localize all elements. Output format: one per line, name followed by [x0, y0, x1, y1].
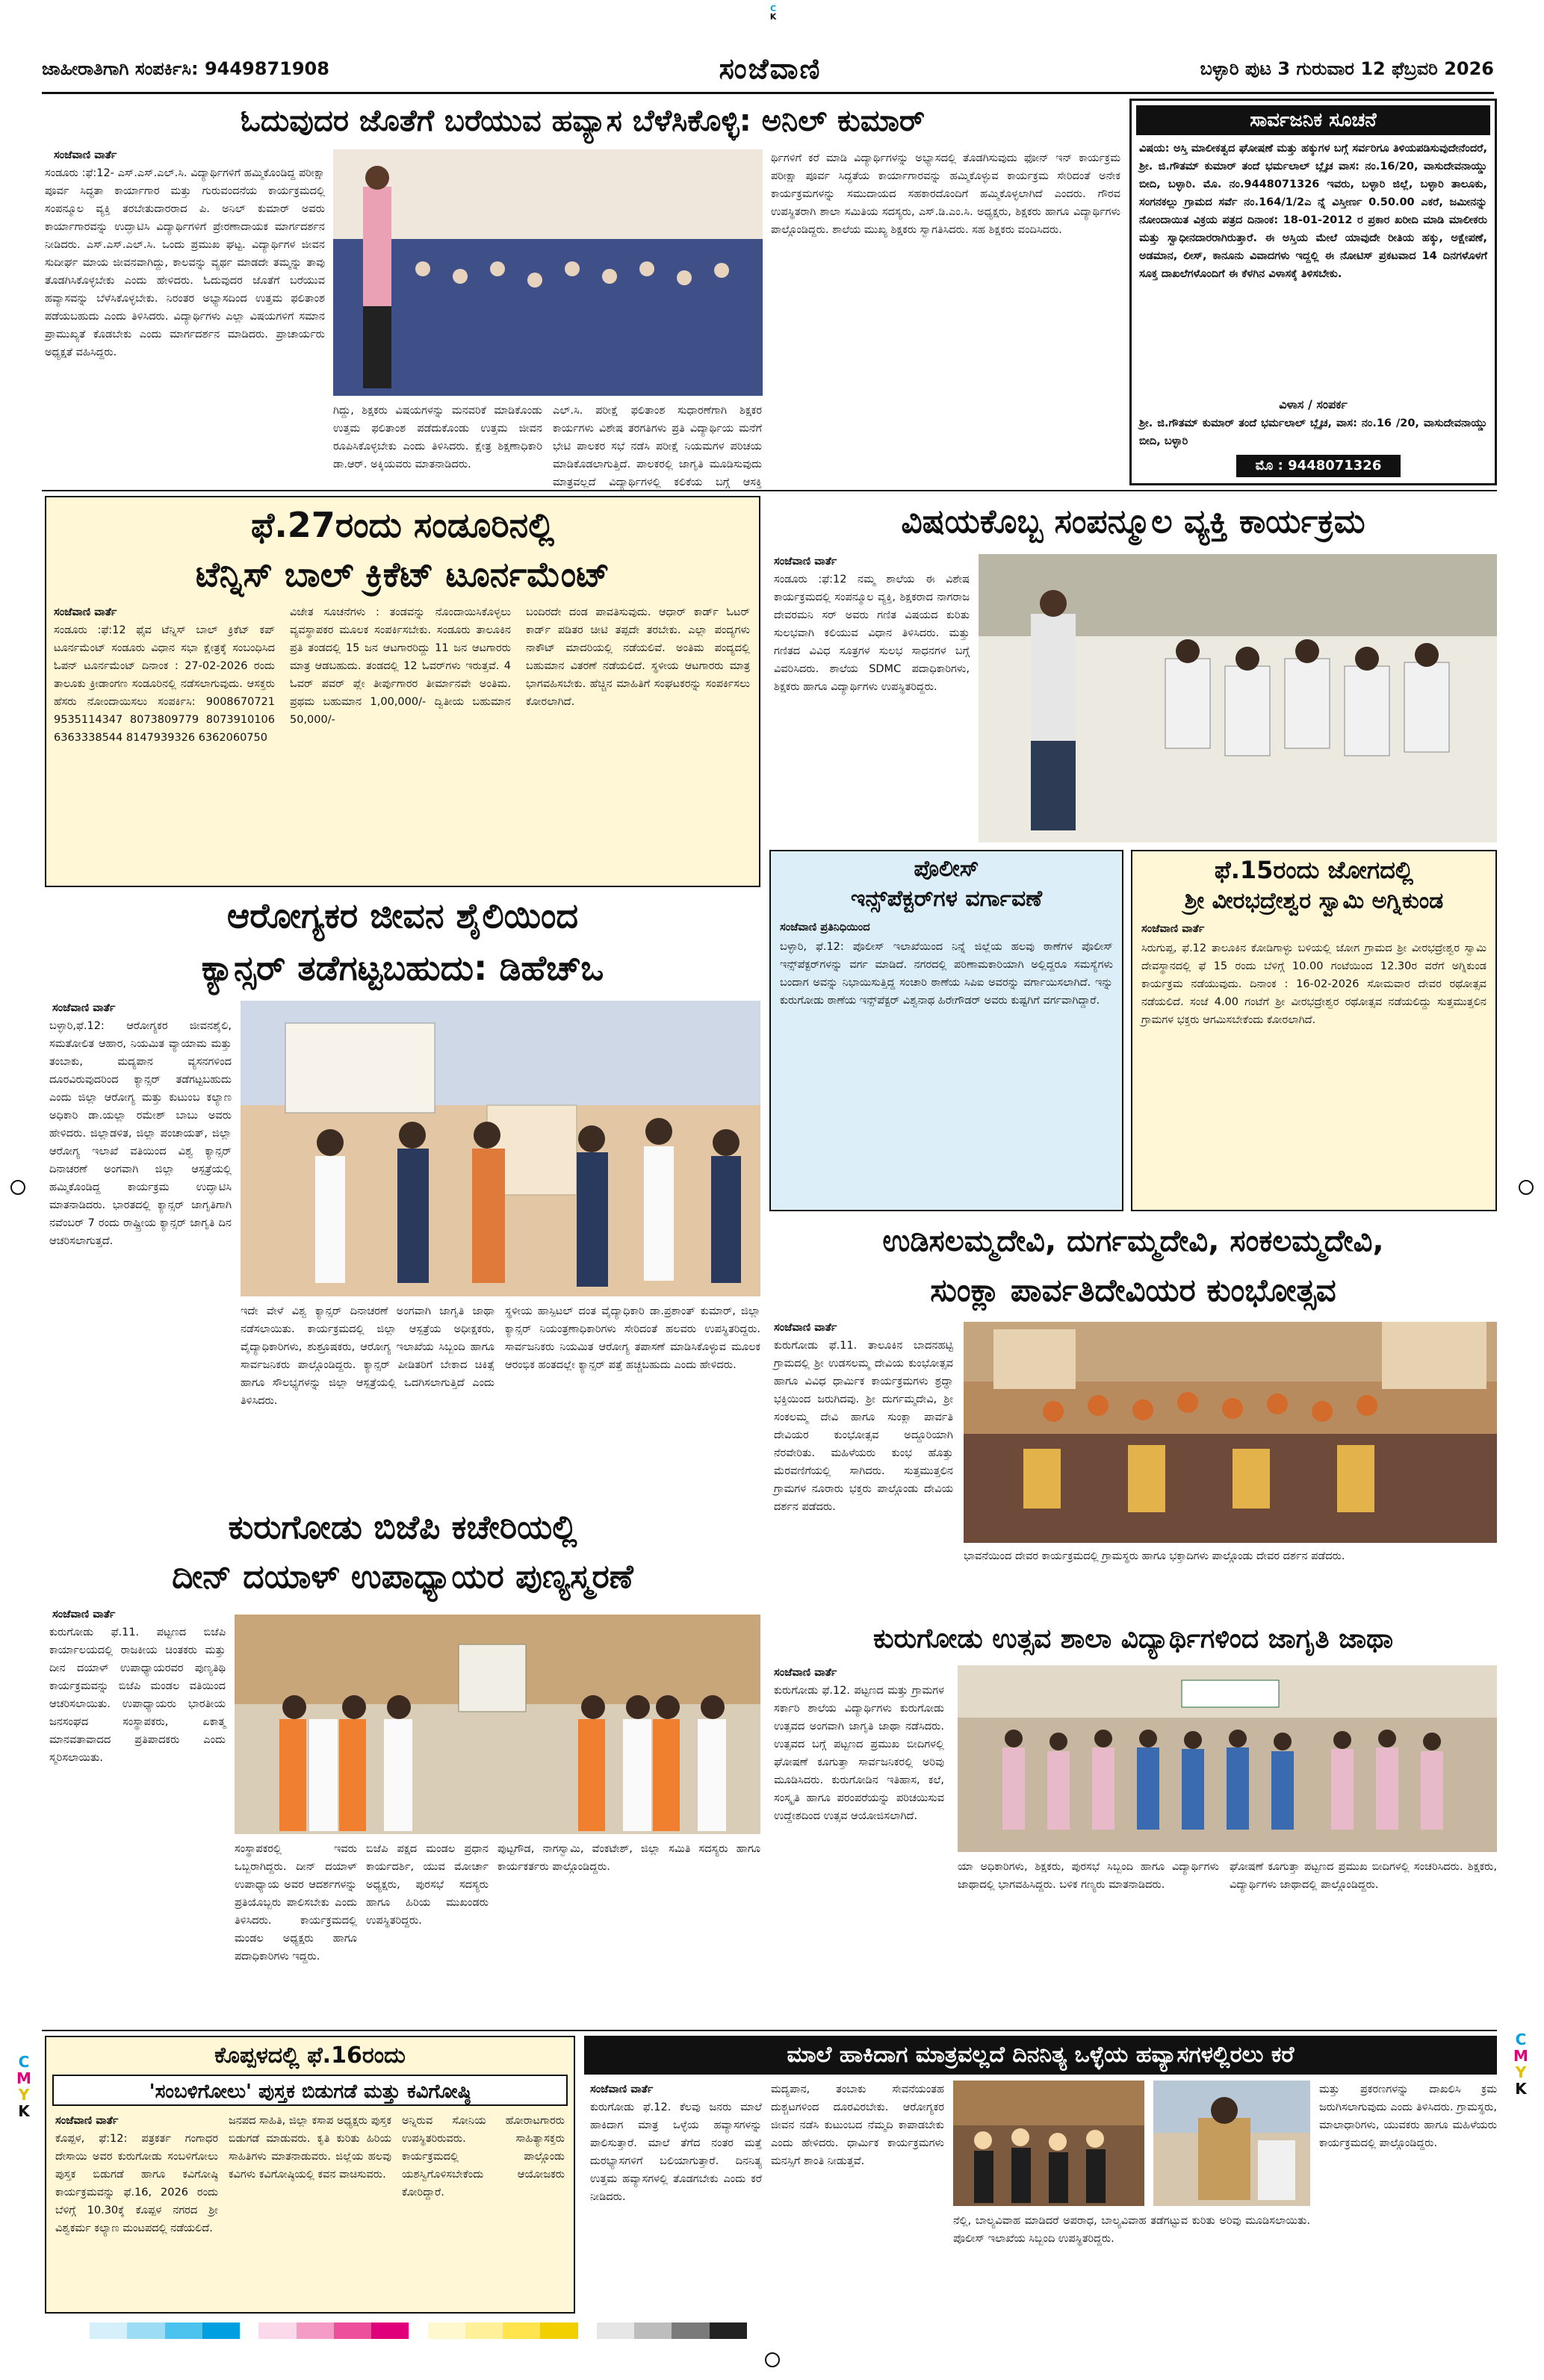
arogya-headline2: ಕ್ಯಾನ್ಸರ್ ತಡೆಗಟ್ಟಬಹುದು: ಡಿಹೆಚ್‌ಒ: [201, 948, 604, 988]
book-col3: ಅನ್ನಿರುವ ಸೋನಿಯ ಹೋರಾಟಗಾರರು ಉಪಸ್ಥಿತರಿರುವರು. ಸಾಹಿತ್ಯಾಸಕ್ತರು ಕಾರ್ಯಕ್ರಮದಲ್ಲಿ ಪಾಲ್ಗೊಂಡು ಯಶಸ್ವಿಗೊಳಿಸಬೇಕೆಂದು ಆಯೋಜಕರು ಕೋರಿದ್ದಾರೆ.: [402, 2115, 565, 2199]
anil-col2: ಎಲ್.ಸಿ. ಪರೀಕ್ಷೆ ಫಲಿತಾಂಶ ಸುಧಾರಣೆಗಾಗಿ ಶಿಕ್ಷಕರ ಕಾರ್ಯಗಳು ವಿಶೇಷ ತರಗತಿಗಳು ಪ್ರತಿ ವಿದ್ಯಾರ್ಥಿಯ ಮನೆಗೆ ಭೇಟಿ ಪಾಲಕರ ಸಭೆ ನಡೆಸಿ ಪರೀಕ್ಷೆ ನಿಯಮಗಳ ಪರಿಚಯ ಮಾಡಿಕೊಡಲಾಗುತ್ತಿದೆ. ಪಾಲಕರಲ್ಲಿ ಜಾಗೃತಿ ಮೂಡಿಸುವುದು ಮಾತ್ರವಲ್ಲದೆ ವಿದ್ಯಾರ್ಥಿಗಳಲ್ಲಿ ಕಲಿಕೆಯ ಬಗ್ಗೆ ಆಸಕ್ತಿ: [553, 405, 762, 488]
jatha-photo: [958, 1665, 1497, 1852]
feb15-dateline: ಸಂಜೆವಾಣಿ ವಾರ್ತೆ: [1141, 923, 1205, 935]
bjp-col3: ಬಿಜೆಪಿ ಪಕ್ಷದ ಮಂಡಲ ಪ್ರಧಾನ ಕಾರ್ಯದರ್ಶಿ, ಯುವ ಮೋರ್ಚಾ ಅಧ್ಯಕ್ಷರು, ಪುರಸಭೆ ಸದಸ್ಯರು ಹಾಗೂ ಹಿರಿಯ ಮುಖಂಡರು ಉಪಸ್ಥಿತರಿದ್ದರು.: [366, 1843, 489, 1927]
arogya-dateline: ಸಂಜೆವಾಣಿ ವಾರ್ತೆ: [52, 1002, 116, 1014]
feb15-box: [1131, 850, 1497, 1211]
tennis-col2: ವಿಜೇತ ಸೂಚನೆಗಳು : ತಂಡವನ್ನು ನೊಂದಾಯಿಸಿಕೊಳ್ಳಲು ವ್ಯವಸ್ಥಾಪಕರ ಮೂಲಕ ಸಂಪರ್ಕಿಸಬೇಕು. ಸಂಡೂರು ತಾಲೂಕಿನ ಪ್ರತಿ ತಂಡದಲ್ಲಿ 15 ಜನ ಆಟಗಾರರಿದ್ದು 11 ಜನ ಆಟಗಾರರು ಮಾತ್ರ ಆಡಬಹುದು. ತಂಡದಲ್ಲಿ 12 ಓವರ್‌ಗಳು ಇರುತ್ತವೆ. 4 ಓವರ್ ಪವರ್ ಪ್ಲೇ ತೀರ್ಪುಗಾರರ ತೀರ್ಮಾನವೇ ಅಂತಿಮ. ಪ್ರಥಮ ಬಹುಮಾನ 1,00,000/- ದ್ವಿತೀಯ ಬಹುಮಾನ 50,000/-: [290, 606, 511, 726]
notice-mobile: ಮೊ : 9448071326: [1236, 455, 1401, 477]
page-number: ಪುಟ 3: [1244, 58, 1291, 79]
tennis-box: [45, 496, 760, 887]
book-box: [45, 2036, 575, 2314]
cmyk-right-mark: C M Y K: [1513, 2031, 1528, 2098]
tennis-col3: ಬಂದಿರದೇ ದಂಡ ಪಾವತಿಸುವುದು. ಆಧಾರ್ ಕಾರ್ಡ್ ಓಟರ್ ಕಾರ್ಡ್ ಪಡಿತರ ಚೀಟಿ ತಪ್ಪದೇ ತರಬೇಕು. ಎಲ್ಲಾ ಪಂದ್ಯಗಳು ನಾಕೌಟ್ ಮಾದರಿಯಲ್ಲಿ ನಡೆಯಲಿವೆ. ಅಂತಿಮ ಪಂದ್ಯದಲ್ಲಿ ಬಹುಮಾನ ವಿತರಣೆ ನಡೆಯಲಿದೆ. ಸ್ಥಳೀಯ ಆಟಗಾರರು ಮಾತ್ರ ಭಾಗವಹಿಸಬೇಕು. ಹೆಚ್ಚಿನ ಮಾಹಿತಿಗೆ ಸಂಘಟಕರನ್ನು ಸಂಪರ್ಕಿಸಲು ಕೋರಲಾಗಿದೆ.: [526, 606, 750, 708]
anil-col3: ರ್ಥಿಗಳಿಗೆ ಕರೆ ಮಾಡಿ ವಿದ್ಯಾರ್ಥಿಗಳನ್ನು ಅಭ್ಯಾಸದಲ್ಲಿ ತೊಡಗಿಸುವುದು ಫೋನ್ ಇನ್ ಕಾರ್ಯಕ್ರಮ ಪರೀಕ್ಷಾ ಪೂರ್ವ ಸಿದ್ಧತೆಯ ಕಾರ್ಯಾಗಾರವನ್ನು ಹಮ್ಮಿಕೊಳ್ಳುವ ಕಾರ್ಯಕ್ರಮ ಸೇರಿದಂತೆ ಅನೇಕ ಕಾರ್ಯಕ್ರಮಗಳನ್ನು ಸಮುದಾಯದ ಸಹಕಾರದೊಂದಿಗೆ ಹಮ್ಮಿಕೊಳ್ಳಲಾಗಿದೆ ಎಂದರು. ಗೌರವ ಉಪಸ್ಥಿತರಾಗಿ ಶಾಲಾ ಸಮಿತಿಯ ಸದಸ್ಯರು, ಎಸ್.ಡಿ.ಎಂ.ಸಿ. ಅಧ್ಯಕ್ಷರು, ಶಿಕ್ಷಕರು ಹಾಗೂ ವಿದ್ಯಾರ್ಥಿಗಳು ಪಾಲ್ಗೊಂಡಿದ್ದರು. ಶಾಲೆಯ ಮುಖ್ಯ ಶಿಕ್ಷಕರು ಸ್ವಾಗತಿಸಿದರು. ಸಹ ಶಿಕ್ಷಕರು ವಂದಿಸಿದರು.: [771, 152, 1120, 236]
vishaya-photo: [979, 554, 1497, 842]
kumbha-headline2: ಸುಂಕ್ಲಾ ಪಾರ್ವತಿದೇವಿಯರ ಕುಂಭೋತ್ಸವ: [930, 1272, 1336, 1308]
book-col1: ಕೊಪ್ಪಳ, ಫೆ:12: ಪತ್ರಕರ್ತ ಗಂಗಾಧರ ದೇಸಾಯಿ ಅವರ ಕುರುಗೋಡು ಸಂಬಳಿಗೋಲು ಪುಸ್ತಕ ಬಿಡುಗಡೆ ಹಾಗೂ ಕವಿಗೋಷ್ಠಿ ಕಾರ್ಯಕ್ರಮವನ್ನು ಫೆ.16, 2026 ರಂದು ಬೆಳಿಗ್ಗೆ 10.30ಕ್ಕೆ ಕೊಪ್ಪಳ ನಗರದ ಶ್ರೀ ವಿಶ್ವಕರ್ಮ ಕಲ್ಯಾಣ ಮಂಟಪದಲ್ಲಿ ನಡೆಯಲಿದೆ.: [55, 2133, 218, 2234]
contact-number: 9449871908: [204, 58, 329, 79]
jatha-col2: ಯಾ ಅಧಿಕಾರಿಗಳು, ಶಿಕ್ಷಕರು, ಪುರಸಭೆ ಸಿಬ್ಬಂದಿ ಹಾಗೂ ವಿದ್ಯಾರ್ಥಿಗಳು ಜಾಥಾದಲ್ಲಿ ಭಾಗವಹಿಸಿದ್ದರು. ಬಳಿಕ ಗಣ್ಯರು ಮಾತನಾಡಿದರು.: [958, 1861, 1219, 1891]
notice-contact-label: ವಿಳಾಸ / ಸಂಪರ್ಕ: [1279, 397, 1348, 411]
vishaya-dateline: ಸಂಜೆವಾಣಿ ವಾರ್ತೆ: [774, 556, 837, 568]
anil-photo: [333, 149, 763, 396]
cmyk-left-mark: C M Y K: [16, 2053, 31, 2120]
kumbha-body: ಕುರುಗೋಡು ಫೆ.11. ತಾಲೂಕಿನ ಬಾದನಹಟ್ಟಿ ಗ್ರಾಮದಲ್ಲಿ ಶ್ರೀ ಉಡಸಲಮ್ಮ ದೇವಿಯ ಕುಂಭೋತ್ಸವ ಹಾಗೂ ವಿವಿಧ ಧಾರ್ಮಿಕ ಕಾರ್ಯಕ್ರಮಗಳು ಶ್ರದ್ಧಾ ಭಕ್ತಿಯಿಂದ ಜರುಗಿದವು. ಶ್ರೀ ದುರ್ಗಮ್ಮದೇವಿ, ಶ್ರೀ ಸಂಕಲಮ್ಮ ದೇವಿ ಹಾಗೂ ಸುಂಕ್ಲಾ ಪಾರ್ವತಿ ದೇವಿಯರ ಕುಂಭೋತ್ಸವ ಅದ್ದೂರಿಯಾಗಿ ನೆರವೇರಿತು. ಮಹಿಳೆಯರು ಕುಂಭ ಹೊತ್ತು ಮೆರವಣಿಗೆಯಲ್ಲಿ ಸಾಗಿದರು. ಸುತ್ತಮುತ್ತಲಿನ ಗ್ರಾಮಗಳ ನೂರಾರು ಭಕ್ತರು ಪಾಲ್ಗೊಂಡು ದೇವಿಯ ದರ್ಶನ ಪಡೆದರು.: [774, 1340, 953, 1513]
jatha-dateline: ಸಂಜೆವಾಣಿ ವಾರ್ತೆ: [774, 1667, 837, 1679]
jatha-col1: ಕುರುಗೋಡು ಫೆ.12. ಪಟ್ಟಣದ ಮತ್ತು ಗ್ರಾಮಗಳ ಸರ್ಕಾರಿ ಶಾಲೆಯ ವಿದ್ಯಾರ್ಥಿಗಳು ಕುರುಗೋಡು ಉತ್ಸವದ ಅಂಗವಾಗಿ ಜಾಗೃತಿ ಜಾಥಾ ನಡೆಸಿದರು. ಉತ್ಸವದ ಬಗ್ಗೆ ಪಟ್ಟಣದ ಪ್ರಮುಖ ಬೀದಿಗಳಲ್ಲಿ ಘೋಷಣೆ ಕೂಗುತ್ತಾ ಸಾರ್ವಜನಿಕರಲ್ಲಿ ಅರಿವು ಮೂಡಿಸಿದರು. ಕುರುಗೋಡಿನ ಇತಿಹಾಸ, ಕಲೆ, ಸಂಸ್ಕೃತಿ ಹಾಗೂ ಪರಂಪರೆಯನ್ನು ಪರಿಚಯಿಸುವ ಉದ್ದೇಶದಿಂದ ಉತ್ಸವ ಆಯೋಜಿಸಲಾಗಿದೆ.: [774, 1685, 944, 1822]
bjp-photo: [235, 1615, 760, 1834]
divider-1: [42, 490, 1497, 491]
habits-dateline: ಸಂಜೆವಾಣಿ ವಾರ್ತೆ: [590, 2084, 654, 2095]
jatha-col3: ಘೋಷಣೆ ಕೂಗುತ್ತಾ ಪಟ್ಟಣದ ಪ್ರಮುಖ ಬೀದಿಗಳಲ್ಲಿ ಸಂಚರಿಸಿದರು. ಶಿಕ್ಷಕರು, ವಿದ್ಯಾರ್ಥಿಗಳು ಜಾಥಾದಲ್ಲಿ ಪಾಲ್ಗೊಂಡಿದ್ದರು.: [1230, 1861, 1497, 1891]
jatha-headline: ಕುರುಗೋಡು ಉತ್ಸವ ಶಾಲಾ ವಿದ್ಯಾರ್ಥಿಗಳಿಂದ ಜಾಗೃತಿ ಜಾಥಾ: [872, 1624, 1394, 1654]
vishaya-headline: ವಿಷಯಕೊಬ್ಬ ಸಂಪನ್ಮೂಲ ವ್ಯಕ್ತಿ ಕಾರ್ಯಕ್ರಮ: [901, 503, 1365, 541]
police-headline2: ಇನ್ಸ್‌ಪೆಕ್ಟರ್‌ಗಳ ವರ್ಗಾವಣೆ: [850, 886, 1043, 912]
bjp-dateline: ಸಂಜೆವಾಣಿ ವಾರ್ತೆ: [52, 1609, 116, 1621]
masthead-logo: [669, 52, 871, 93]
arogya-photo: [241, 1001, 760, 1296]
habits-col4: ಮತ್ತು ಪ್ರಕರಣಗಳನ್ನು ದಾಖಲಿಸಿ ಕ್ರಮ ಜರುಗಿಸಲಾಗುವುದು ಎಂದು ತಿಳಿಸಿದರು. ಗ್ರಾಮಸ್ಥರು, ಮಾಲಾಧಾರಿಗಳು, ಯುವಕರು ಹಾಗೂ ಮಹಿಳೆಯರು ಕಾರ್ಯಕ್ರಮದಲ್ಲಿ ಪಾಲ್ಗೊಂಡಿದ್ದರು.: [1319, 2084, 1497, 2149]
anil-dateline: ಸಂಜೆವಾಣಿ ವಾರ್ತೆ: [54, 149, 117, 161]
registration-mark-bottom: [765, 2352, 780, 2367]
anil-col1: ಸಂಡೂರು :ಫೆ:12- ಎಸ್.ಎಸ್.ಎಲ್.ಸಿ. ವಿದ್ಯಾರ್ಥಿಗಳಿಗೆ ಹಮ್ಮಿಕೊಂಡಿದ್ದ ಪರೀಕ್ಷಾ ಪೂರ್ವ ಸಿದ್ಧತಾ ಕಾರ್ಯಾಗಾರ ಮತ್ತು ಗುರುವಂದನೆಯ ಕಾರ್ಯಕ್ರಮದಲ್ಲಿ ಸಂಪನ್ಮೂಲ ವ್ಯಕ್ತಿ ತರಬೇತುದಾರರಾದ ಪಿ. ಅನಿಲ್ ಕುಮಾರ್ ಅವರು ಕಾರ್ಯಾಗಾರವನ್ನು ಉದ್ಘಾಟಿಸಿ ವಿದ್ಯಾರ್ಥಿಗಳಿಗೆ ಪ್ರೇರಣಾದಾಯಕ ಮಾರ್ಗದರ್ಶನ ನೀಡಿದರು. ಎಸ್.ಎಸ್.ಎಲ್.ಸಿ. ಒಂದು ಪ್ರಮುಖ ಘಟ್ಟ. ವಿದ್ಯಾರ್ಥಿಗಳ ಜೀವನ ಸುದೀರ್ಘ ಮಾಯ ಜೀವನವಾಗಿದ್ದು, ಕಾಲವನ್ನು ವ್ಯರ್ಥ ಮಾಡದೇ ತಮ್ಮನ್ನು ತಾವು ತೊಡಗಿಸಿಕೊಳ್ಳಬೇಕು ಎಂದು ಹೇಳಿದರು. ಓದುವುದರ ಜೊತೆಗೆ ಬರೆಯುವ ಹವ್ಯಾಸವನ್ನು ಬೆಳೆಸಿಕೊಳ್ಳಬೇಕು. ನಿರಂತರ ಅಭ್ಯಾಸದಿಂದ ಉತ್ತಮ ಫಲಿತಾಂಶ ಪಡೆಯಬಹುದು ಎಂದು ತಿಳಿಸಿದರು. ವಿದ್ಯಾರ್ಥಿಗಳು ಎಲ್ಲಾ ವಿಷಯಗಳಿಗೆ ಸಮಾನ ಪ್ರಾಮುಖ್ಯತೆ ಕೊಡಬೇಕು ಎಂದು ಮಾರ್ಗದರ್ಶನ ಮಾಡಿದರು. ಪ್ರಾಚಾರ್ಯರು ಅಧ್ಯಕ್ಷತೆ ವಹಿಸಿದ್ದರು.: [45, 167, 325, 358]
habits-photo-2: [1153, 2081, 1310, 2206]
registration-mark-left: [10, 1180, 25, 1195]
kumbha-dateline: ಸಂಜೆವಾಣಿ ವಾರ್ತೆ: [774, 1322, 837, 1334]
masthead-contact: [42, 58, 329, 79]
arogya-headline1: ಆರೋಗ್ಯಕರ ಜೀವನ ಶೈಲಿಯಿಂದ: [226, 895, 579, 936]
habits-col1: ಕುರುಗೋಡು ಫೆ.12. ಕೆಲವು ಜನರು ಮಾಲೆ ಹಾಕಿದಾಗ ಮಾತ್ರ ಒಳ್ಳೆಯ ಹವ್ಯಾಸಗಳನ್ನು ಪಾಲಿಸುತ್ತಾರೆ. ಮಾಲೆ ತೆಗೆದ ನಂತರ ಮತ್ತೆ ದುರಭ್ಯಾಸಗಳಿಗೆ ಬಲಿಯಾಗುತ್ತಾರೆ. ದಿನನಿತ್ಯ ಉತ್ತಮ ಹವ್ಯಾಸಗಳಲ್ಲಿ ತೊಡಗಬೇಕು ಎಂದು ಕರೆ ನೀಡಿದರು.: [590, 2101, 762, 2203]
habits-col2: ಮದ್ಯಪಾನ, ತಂಬಾಕು ಸೇವನೆಯಂತಹ ದುಶ್ಚಟಗಳಿಂದ ದೂರವಿರಬೇಕು. ಆರೋಗ್ಯಕರ ಜೀವನ ನಡೆಸಿ ಕುಟುಂಬದ ನೆಮ್ಮದಿ ಕಾಪಾಡಬೇಕು ಎಂದು ಹೇಳಿದರು. ಧಾರ್ಮಿಕ ಕಾರ್ಯಕ್ರಮಗಳು ಮನಸ್ಸಿಗೆ ಶಾಂತಿ ನೀಡುತ್ತವೆ.: [771, 2084, 944, 2167]
arogya-col3: ಸ್ಥಳೀಯ ಹಾಸ್ಪಿಟಲ್ ದಂತ ವೈದ್ಯಾಧಿಕಾರಿ ಡಾ.ಪ್ರಶಾಂತ್ ಕುಮಾರ್, ಜಿಲ್ಲಾ ಕ್ಯಾನ್ಸರ್ ನಿಯಂತ್ರಣಾಧಿಕಾರಿಗಳು ಸೇರಿದಂತೆ ಹಲವರು ಉಪಸ್ಥಿತರಿದ್ದರು. ಸಾರ್ವಜನಿಕರು ನಿಯಮಿತ ಆರೋಗ್ಯ ತಪಾಸಣೆ ಮಾಡಿಸಿಕೊಳ್ಳುವ ಮೂಲಕ ಆರಂಭಿಕ ಹಂತದಲ್ಲೇ ಕ್ಯಾನ್ಸರ್ ಪತ್ತೆ ಹಚ್ಚಬಹುದು ಎಂದು ಹೇಳಿದರು.: [505, 1305, 760, 1371]
tennis-headline1: ಫೆ.27ರಂದು ಸಂಡೂರಿನಲ್ಲಿ: [251, 505, 554, 545]
book-dateline: ಸಂಜೆವಾಣಿ ವಾರ್ತೆ: [55, 2115, 119, 2127]
tennis-col1: ಸಂಡೂರು :ಫೆ:12 ಫೈವ ಟೆನ್ನಿಸ್ ಬಾಲ್ ಕ್ರಿಕೆಟ್ ಕಪ್ ಟೂರ್ನಮೆಂಟ್ ಸಂಡೂರು ವಿಧಾನ ಸಭಾ ಕ್ಷೇತ್ರಕ್ಕೆ ಸಂಬಂಧಿಸಿದ ಓಪನ್ ಟೂರ್ನಮೆಂಟ್ ದಿನಾಂಕ : 27-02-2026 ರಂದು ತಾಲೂಕು ಕ್ರೀಡಾಂಗಣ ಸಂಡೂರಿನಲ್ಲಿ ನಡೆಸಲಾಗುವುದು. ಆಸಕ್ತರು ಹೆಸರು ನೋಂದಾಯಿಸಲು ಸಂಪರ್ಕಿಸಿ: 9008670721 9535114347 8073809779 8073910106 6363338544 8147939326 6362060750: [54, 624, 276, 744]
bjp-col4: ಪುಟ್ಟಗೌಡ, ನಾಗಸ್ವಾಮಿ, ವೆಂಕಟೇಶ್, ಜಿಲ್ಲಾ ಸಮಿತಿ ಸದಸ್ಯರು ಹಾಗೂ ಕಾರ್ಯಕರ್ತರು ಪಾಲ್ಗೊಂಡಿದ್ದರು.: [497, 1843, 760, 1873]
cmyk-top-mark: C K: [769, 4, 777, 22]
feb15-body: ಸಿರುಗುಪ್ಪ, ಫೆ.12 ತಾಲೂಕಿನ ಕೋಡಿಗಾಳ್ಳು ಬಳಿಯಲ್ಲಿ ಜೋಗ ಗ್ರಾಮದ ಶ್ರೀ ವೀರಭದ್ರೇಶ್ವರ ಸ್ವಾಮಿ ದೇವಸ್ಥಾನದಲ್ಲಿ ಫೆ 15 ರಂದು ಬೆಳಿಗ್ಗೆ 10.00 ಗಂಟೆಯಿಂದ 12.30ರ ವರೆಗೆ ಅಗ್ನಿಕುಂಡ ಕಾರ್ಯಕ್ರಮ ನಡೆಯುವುದು. ದಿನಾಂಕ : 16-02-2026 ಸೋಮವಾರ ದೇವರ ರಥೋತ್ಸವ ನಡೆಯಲಿದೆ. ಸಂಜೆ 4.00 ಗಂಟೆಗೆ ಶ್ರೀ ವೀರಭದ್ರೇಶ್ವರ ರಥೋತ್ಸವ ನಡೆಯಲಿದ್ದು ಸುತ್ತಮುತ್ತಲಿನ ಗ್ರಾಮಗಳ ಭಕ್ತರು ಆಗಮಿಸಬೇಕೆಂದು ಕೋರಲಾಗಿದೆ.: [1141, 942, 1486, 1026]
habits-photo-1: [953, 2081, 1144, 2206]
bjp-headline2: ದೀನ್ ದಯಾಳ್ ಉಪಾಧ್ಯಾಯರ ಪುಣ್ಯಸ್ಮರಣೆ: [172, 1558, 633, 1596]
public-notice: [1129, 99, 1497, 485]
kumbha-headline1: ಉಡಿಸಲಮ್ಮದೇವಿ, ದುರ್ಗಮ್ಮದೇವಿ, ಸಂಕಲಮ್ಮದೇವಿ,: [882, 1224, 1384, 1258]
kumbha-photo: [964, 1322, 1497, 1543]
kumbha-caption: ಭಾವನೆಯಿಂದ ದೇವರ ಕಾರ್ಯಕ್ರಮದಲ್ಲಿ ಗ್ರಾಮಸ್ಥರು ಹಾಗೂ ಭಕ್ತಾದಿಗಳು ಪಾಲ್ಗೊಂಡು ದೇವರ ದರ್ಶನ ಪಡೆದರು.: [964, 1550, 1345, 1562]
book-col2: ಜನಪದ ಸಾಹಿತಿ, ಜಿಲ್ಲಾ ಕಸಾಪ ಅಧ್ಯಕ್ಷರು ಪುಸ್ತಕ ಬಿಡುಗಡೆ ಮಾಡುವರು. ಕೃತಿ ಕುರಿತು ಹಿರಿಯ ಸಾಹಿತಿಗಳು ಮಾತನಾಡುವರು. ಜಿಲ್ಲೆಯ ಹಲವು ಕವಿಗಳು ಕವಿಗೋಷ್ಠಿಯಲ್ಲಿ ಕವನ ವಾಚಿಸುವರು.: [229, 2115, 391, 2181]
notice-title: ಸಾರ್ವಜನಿಕ ಸೂಚನೆ: [1136, 105, 1490, 135]
masthead: [42, 52, 1494, 94]
habits-col3: ನೆಲ್ಲಿ, ಬಾಲ್ಯವಿವಾಹ ಮಾಡಿದರೆ ಅಪರಾಧ, ಬಾಲ್ಯವಿವಾಹ ತಡೆಗಟ್ಟುವ ಕುರಿತು ಅರಿವು ಮೂಡಿಸಲಾಯಿತು. ಪೊಲೀಸ್ ಇಲಾಖೆಯ ಸಿಬ್ಬಂದಿ ಉಪಸ್ಥಿತರಿದ್ದರು.: [953, 2215, 1310, 2245]
notice-contact-lines: ಶ್ರೀ. ಜಿ.ಗೌತಮ್ ಕುಮಾರ್ ತಂದೆ ಭರ್ಮಲಾಲ್ ಬ್ಲೈಚ, ವಾಸ: ನಂ.16 /20, ವಾಸುದೇವನಾಯ್ಡು ಬೀದಿ, ಬಳ್ಳಾರಿ: [1139, 417, 1487, 447]
feb15-headline2: ಶ್ರೀ ವೀರಭದ್ರೇಶ್ವರ ಸ್ವಾಮಿ ಅಗ್ನಿಕುಂಡ: [1184, 888, 1444, 914]
police-headline1: ಪೊಲೀಸ್: [914, 856, 979, 882]
book-headline2: 'ಸಂಬಳಿಗೋಲು' ಪುಸ್ತಕ ಬಿಡುಗಡೆ ಮತ್ತು ಕವಿಗೋಷ್ಠಿ: [52, 2075, 568, 2106]
habits-headline: ಮಾಲೆ ಹಾಕಿದಾಗ ಮಾತ್ರವಲ್ಲದೆ ದಿನನಿತ್ಯ ಒಳ್ಳೆಯ ಹವ್ಯಾಸಗಳಲ್ಲಿರಲು ಕರೆ: [584, 2036, 1497, 2075]
notice-body: ವಿಷಯ: ಅಸ್ತಿ ಮಾಲೀಕತ್ವದ ಘೋಷಣೆ ಮತ್ತು ಹಕ್ಕುಗಳ ಬಗ್ಗೆ ಸರ್ವರಿಗೂ ತಿಳಿಯಪಡಿಸುವುದೇನೆಂದರೆ, ಶ್ರೀ. ಜಿ.ಗೌತಮ್ ಕುಮಾರ್ ತಂದೆ ಭರ್ಮಲಾಲ್ ಬ್ಲೈಚ ವಾಸ: ನಂ.16/20, ವಾಸುದೇವನಾಯ್ಡು ಬೀದಿ, ಬಳ್ಳಾರಿ. ಮೊ. ನಂ.9448071326 ಇವರು, ಬಳ್ಳಾರಿ ಜಿಲ್ಲೆ, ಬಳ್ಳಾರಿ ತಾಲೂಕು, ಸಂಗನಕಲ್ಲು ಗ್ರಾಮದ ಸರ್ವೆ ನಂ.164/1/2ಎ ನ್ನೆ ವಿಸ್ತೀರ್ಣ 0.50.00 ಎಕರೆ, ಜಮೀನನ್ನು ನೋಂದಾಯಿತ ವಿಕ್ರಯ ಪತ್ರದ ದಿನಾಂಕ: 18-01-2012 ರ ಪ್ರಕಾರ ಖರೀದಿ ಮಾಡಿ ಮಾಲೀಕರು ಮತ್ತು ಸ್ವಾಧೀನದಾರರಾಗಿರುತ್ತಾರೆ. ಈ ಅಸ್ತಿಯ ಮೇಲೆ ಯಾವುದೇ ರೀತಿಯ ಹಕ್ಕು, ಅಕ್ಷೇಪಣೆ, ಅಡಮಾನ, ಲೀಸ್, ಕಾನೂನು ವಿವಾದಗಳು ಇದ್ದಲ್ಲಿ ಈ ನೋಟಿಸ್ ಪ್ರಕಟವಾದ 14 ದಿನಗಳೊಳಗೆ ಸೂಕ್ತ ದಾಖಲೆಗಳೊಂದಿಗೆ ಈ ಕೆಳಗಿನ ವಿಳಾಸಕ್ಕೆ ತಿಳಿಸಬೇಕು.: [1139, 143, 1487, 280]
tennis-dateline: ಸಂಜೆವಾಣಿ ವಾರ್ತೆ: [54, 606, 117, 618]
bjp-col2: ಸಂಸ್ಥಾಪಕರಲ್ಲಿ ಇವರು ಒಬ್ಬರಾಗಿದ್ದರು. ದೀನ್ ದಯಾಳ್ ಉಪಾಧ್ಯಾಯ ಅವರ ಆದರ್ಶಗಳನ್ನು ಪ್ರತಿಯೊಬ್ಬರು ಪಾಲಿಸಬೇಕು ಎಂದು ತಿಳಿಸಿದರು. ಕಾರ್ಯಕ್ರಮದಲ್ಲಿ ಮಂಡಲ ಅಧ್ಯಕ್ಷರು ಹಾಗೂ ಪದಾಧಿಕಾರಿಗಳು ಇದ್ದರು.: [235, 1843, 357, 1963]
book-headline1: ಕೊಪ್ಪಳದಲ್ಲಿ ಫೆ.16ರಂದು: [214, 2042, 406, 2069]
arogya-col2: ಇದೇ ವೇಳೆ ವಿಶ್ವ ಕ್ಯಾನ್ಸರ್ ದಿನಾಚರಣೆ ಅಂಗವಾಗಿ ಜಾಗೃತಿ ಜಾಥಾ ನಡೆಸಲಾಯಿತು. ಕಾರ್ಯಕ್ರಮದಲ್ಲಿ ಜಿಲ್ಲಾ ಆಸ್ಪತ್ರೆಯ ಅಧೀಕ್ಷಕರು, ವೈದ್ಯಾಧಿಕಾರಿಗಳು, ಶುಶ್ರೂಷಕರು, ಆರೋಗ್ಯ ಇಲಾಖೆಯ ಸಿಬ್ಬಂದಿ ಹಾಗೂ ಸಾರ್ವಜನಿಕರು ಪಾಲ್ಗೊಂಡಿದ್ದರು. ಕ್ಯಾನ್ಸರ್ ಪೀಡಿತರಿಗೆ ಬೇಕಾದ ಚಿಕಿತ್ಸೆ ಹಾಗೂ ಸೌಲಭ್ಯಗಳನ್ನು ಜಿಲ್ಲಾ ಆಸ್ಪತ್ರೆಯಲ್ಲಿ ಒದಗಿಸಲಾಗುತ್ತಿದೆ ಎಂದು ತಿಳಿಸಿದರು.: [241, 1305, 494, 1407]
masthead-date: [1200, 58, 1494, 79]
vishaya-body: ಸಂಡೂರು :ಫೆ:12 ನಮ್ಮ ಶಾಲೆಯ ಈ ವಿಶೇಷ ಕಾರ್ಯಕ್ರಮದಲ್ಲಿ ಸಂಪನ್ಮೂಲ ವ್ಯಕ್ತಿ, ಶಿಕ್ಷಕರಾದ ನಾಗರಾಜ ದೇವರಮನಿ ಸರ್ ಅವರು ಗಣಿತ ವಿಷಯದ ಕುರಿತು ಸುಲಭವಾಗಿ ಕಲಿಯುವ ವಿಧಾನ ತಿಳಿಸಿದರು. ಮತ್ತು ಗಣಿತದ ವಿವಿಧ ಸೂತ್ರಗಳ ಸುಲಭ ಸಾಧನಗಳ ಬಗ್ಗೆ ವಿವರಿಸಿದರು. ಶಾಲೆಯ SDMC ಪದಾಧಿಕಾರಿಗಳು, ಶಿಕ್ಷಕರು ಹಾಗೂ ವಿದ್ಯಾರ್ಥಿಗಳು ಉಪಸ್ಥಿತರಿದ್ದರು.: [774, 574, 970, 693]
divider-2: [42, 2030, 1497, 2031]
police-body: ಬಳ್ಳಾರಿ, ಫೆ.12: ಪೊಲೀಸ್ ಇಲಾಖೆಯಿಂದ ನಿನ್ನೆ ಜಿಲ್ಲೆಯ ಹಲವು ಠಾಣೆಗಳ ಪೊಲೀಸ್ ಇನ್ಸ್‌ಪೆಕ್ಟರ್‌ಗಳನ್ನು ವರ್ಗ ಮಾಡಿದೆ. ನಗರದಲ್ಲಿ ಪರಿಣಾಮಕಾರಿಯಾಗಿ ಅಲ್ಲಿದ್ದರೂ ಸಮಸ್ಯೆಗಳು ಬಂದಾಗ ಅವನ್ನು ನಿಭಾಯಿಸುತ್ತಿದ್ದ ಸಂಚಾರಿ ಠಾಣೆಯ ಸಿಪಿಐ ಅವರನ್ನು ವರ್ಗಾಯಿಸಲಾಗಿದೆ. ಇನ್ನು ಕುರುಗೋಡು ಠಾಣೆಯ ಇನ್ಸ್‌ಪೆಕ್ಟರ್ ವಿಶ್ವನಾಥ ಹಿರೇಗೌಡರ್ ಅವರು ಕುಷ್ಟಗಿಗೆ ವರ್ಗವಾಗಿದ್ದಾರೆ.: [780, 941, 1113, 1007]
registration-mark-right: [1519, 1180, 1534, 1195]
issue-date: ಗುರುವಾರ 12 ಫೆಬ್ರವರಿ 2026: [1296, 58, 1494, 79]
police-dateline: ಸಂಜೆವಾಣಿ ಪ್ರತಿನಿಧಿಯಿಂದ: [780, 922, 870, 933]
color-bar-bottom: [90, 2322, 747, 2339]
tennis-headline2: ಟೆನ್ನಿಸ್ ಬಾಲ್ ಕ್ರಿಕೆಟ್ ಟೂರ್ನಮೆಂಟ್: [195, 554, 610, 594]
anil-headline: ಓದುವುದರ ಜೊತೆಗೆ ಬರೆಯುವ ಹವ್ಯಾಸ ಬೆಳೆಸಿಕೊಳ್ಳಿ: ಅನಿಲ್ ಕುಮಾರ್: [240, 104, 926, 138]
bjp-col1: ಕುರುಗೋಡು ಫೆ.11. ಪಟ್ಟಣದ ಬಿಜೆಪಿ ಕಾರ್ಯಾಲಯದಲ್ಲಿ ರಾಜಕೀಯ ಚಿಂತಕರು ಮತ್ತು ದೀನ ದಯಾಳ್ ಉಪಾಧ್ಯಾಯರವರ ಪುಣ್ಯತಿಥಿ ಕಾರ್ಯಕ್ರಮವನ್ನು ಬಿಜೆಪಿ ಮಂಡಲ ವತಿಯಿಂದ ಆಚರಿಸಲಾಯಿತು. ಉಪಾಧ್ಯಾಯರು ಭಾರತೀಯ ಜನಸಂಘದ ಸಂಸ್ಥಾಪಕರು, ಏಕಾತ್ಮ ಮಾನವತಾವಾದದ ಪ್ರತಿಪಾದಕರು ಎಂದು ಸ್ಮರಿಸಲಾಯಿತು.: [49, 1626, 226, 1764]
contact-label: ಜಾಹೀರಾತಿಗಾಗಿ ಸಂಪರ್ಕಿಸಿ:: [42, 58, 199, 79]
bjp-headline1: ಕುರುಗೋಡು ಬಿಜೆಪಿ ಕಚೇರಿಯಲ್ಲಿ: [228, 1509, 577, 1547]
arogya-col1: ಬಳ್ಳಾರಿ,ಫೆ.12: ಆರೋಗ್ಯಕರ ಜೀವನಶೈಲಿ, ಸಮತೋಲಿತ ಆಹಾರ, ನಿಯಮಿತ ವ್ಯಾಯಾಮ ಮತ್ತು ತಂಬಾಕು, ಮದ್ಯಪಾನ ವ್ಯಸನಗಳಿಂದ ದೂರವಿರುವುದರಿಂದ ಕ್ಯಾನ್ಸರ್ ತಡೆಗಟ್ಟಬಹುದು ಎಂದು ಜಿಲ್ಲಾ ಆರೋಗ್ಯ ಮತ್ತು ಕುಟುಂಬ ಕಲ್ಯಾಣ ಅಧಿಕಾರಿ ಡಾ.ಯಲ್ಲಾ ರಮೇಶ್ ಬಾಬು ಅವರು ಹೇಳಿದರು. ಜಿಲ್ಲಾಡಳಿತ, ಜಿಲ್ಲಾ ಪಂಚಾಯತ್, ಜಿಲ್ಲಾ ಆರೋಗ್ಯ ಇಲಾಖೆ ವತಿಯಿಂದ ವಿಶ್ವ ಕ್ಯಾನ್ಸರ್ ದಿನಾಚರಣೆ ಅಂಗವಾಗಿ ಜಿಲ್ಲಾ ಆಸ್ಪತ್ರೆಯಲ್ಲಿ ಹಮ್ಮಿಕೊಂಡಿದ್ದ ಕಾರ್ಯಕ್ರಮ ಉದ್ಘಾಟಿಸಿ ಮಾತನಾಡಿದರು. ಭಾರತದಲ್ಲಿ ಕ್ಯಾನ್ಸರ್ ಜಾಗೃತಿಗಾಗಿ ನವೆಂಬರ್ 7 ರಂದು ರಾಷ್ಟ್ರೀಯ ಕ್ಯಾನ್ಸರ್ ಜಾಗೃತಿ ದಿನ ಆಚರಿಸಲಾಗುತ್ತದೆ.: [49, 1020, 232, 1247]
city: ಬಳ್ಳಾರಿ: [1200, 58, 1239, 79]
feb15-headline1: ಫೆ.15ರಂದು ಜೋಗದಲ್ಲಿ: [1214, 856, 1414, 884]
police-box: [769, 850, 1123, 1211]
logo-text: ಸಂಜೆವಾಣಿ: [719, 52, 822, 85]
anil-caption: ಗಿದ್ದು, ಶಿಕ್ಷಕರು ವಿಷಯಗಳನ್ನು ಮನವರಿಕೆ ಮಾಡಿಕೊಂಡು ಉತ್ತಮ ಫಲಿತಾಂಶ ಪಡೆದುಕೊಂಡು ಉತ್ತಮ ಜೀವನ ರೂಪಿಸಿಕೊಳ್ಳಬೇಕು ಎಂದು ತಿಳಿಸಿದರು. ಕ್ಷೇತ್ರ ಶಿಕ್ಷಣಾಧಿಕಾರಿ ಡಾ.ಆರ್. ಅಕ್ಕಿಯವರು ಮಾತನಾಡಿದರು.: [333, 405, 542, 470]
